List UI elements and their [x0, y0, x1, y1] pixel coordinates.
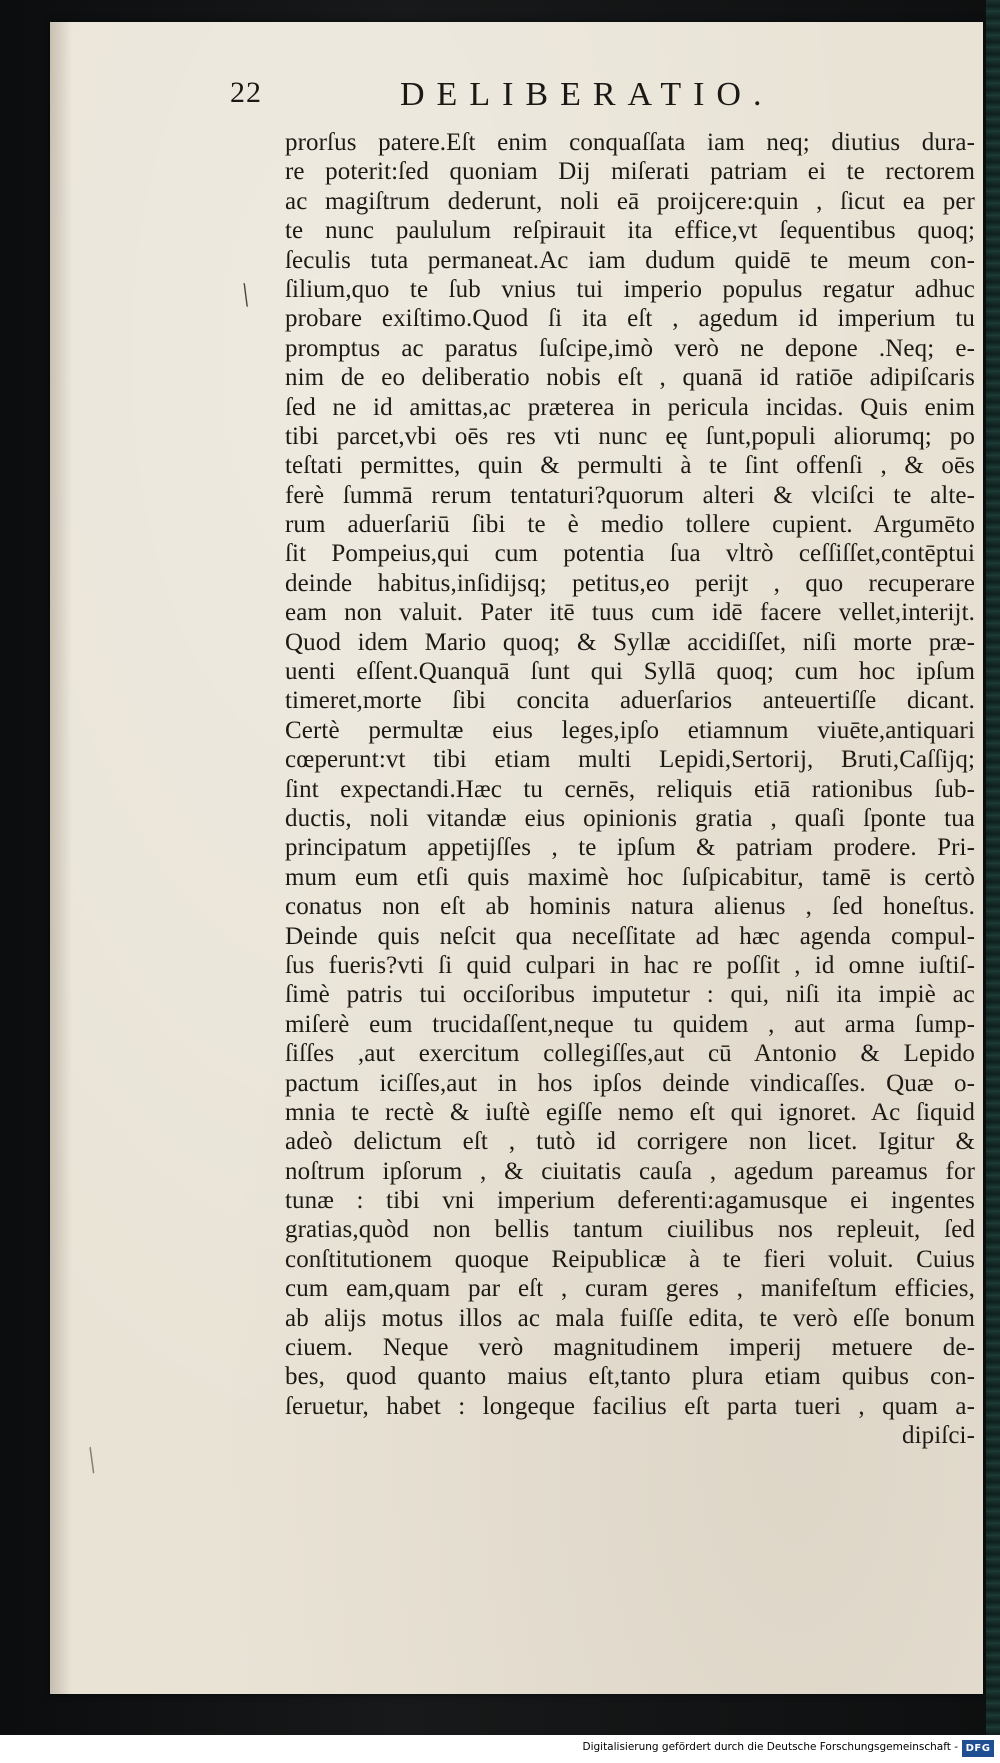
- text-line: Quod idem Mario quoq; & Syllæ accidiſſet, niſi morte præ-: [285, 628, 975, 656]
- text-line: eam non valuit. Pater itē tuus cum idē facere vellet,interijt.: [285, 599, 975, 627]
- text-line: bes, quod quanto maius eſt,tanto plura etiam quibus con-: [285, 1363, 975, 1391]
- text-line: ductis, noli vitandæ eius opinionis gratia , quaſi ſponte tua: [285, 804, 975, 832]
- text-line: uenti eſſent.Quanquā ſunt qui Syllā quoq; cum hoc ipſum: [285, 658, 975, 686]
- text-line: adeò delictum eſt , tutò id corrigere non licet. Igitur &: [285, 1128, 975, 1156]
- text-line: ciuem. Neque verò magnitudinem imperij metuere de-: [285, 1334, 975, 1362]
- text-line: teſtati permittes, quin & permulti à te ſint offenſi , & oēs: [285, 452, 975, 480]
- text-line: pactum iciſſes,aut in hos ipſos deinde vindicaſſes. Quæ o-: [285, 1069, 975, 1097]
- page-gutter-shadow: [50, 22, 72, 1694]
- text-line: miſerè eum trucidaſſent,neque tu quidem , aut arma ſump-: [285, 1010, 975, 1038]
- text-line: Deinde quis neſcit qua neceſſitate ad hæc agenda compul-: [285, 922, 975, 950]
- text-line: promptus ac paratus ſuſcipe,imò verò ne depone .Neq; e-: [285, 334, 975, 362]
- body-text: [285, 128, 975, 1451]
- text-line: conatus non eſt ab hominis natura alienus , ſed honeſtus.: [285, 893, 975, 921]
- catchword: dipiſci-: [901, 1422, 975, 1450]
- text-line: deinde habitus,inſidijsq; petitus,eo perijt , quo recuperare: [285, 569, 975, 597]
- text-line: nim de eo deliberatio nobis eſt , quanā id ratiōe adipiſcaris: [285, 364, 975, 392]
- footer-bar: [0, 1735, 1000, 1763]
- margin-mark: ╲: [237, 283, 255, 307]
- text-line: ſed ne id amittas,ac præterea in pericula incidas. Quis enim: [285, 393, 975, 421]
- text-line: gratias,quòd non bellis tantum ciuilibus nos repleuit, ſed: [285, 1216, 975, 1244]
- text-line: ab alijs motus illos ac mala fuiſſe edita, te verò eſſe bonum: [285, 1304, 975, 1332]
- text-line: cum eam,quam par eſt , curam geres , manifeſtum efficies,: [285, 1275, 975, 1303]
- text-line: mum eum etſi quis maximè hoc ſuſpicabitur, tamē is certò: [285, 863, 975, 891]
- text-line: ſilium,quo te ſub vnius tui imperio populus regatur adhuc: [285, 275, 975, 303]
- text-line: ſint expectandi.Hæc tu cernēs, reliquis etiā rationibus ſub-: [285, 775, 975, 803]
- text-line: conſtitutionem quoque Reipublicæ à te fieri voluit. Cuius: [285, 1245, 975, 1273]
- page-header: [230, 76, 870, 120]
- text-line: tibi parcet,vbi oēs res vti nunc eę ſunt,populi aliorumq; po: [285, 422, 975, 450]
- text-line: ſimè patris tui occiſoribus imputetur : qui, niſi ita impiè ac: [285, 981, 975, 1009]
- text-line: ſeculis tuta permaneat.Ac iam dudum quidē te meum con-: [285, 246, 975, 274]
- text-line: re poterit:ſed quoniam Dij miſerati patriam ei te rectorem: [285, 158, 975, 186]
- text-line: timeret,morte ſibi concita aduerſarios anteuertiſſe dicant.: [285, 687, 975, 715]
- text-line: rum aduerſariū ſibi te è medio tollere cupient. Argumēto: [285, 511, 975, 539]
- text-line: te nunc paululum reſpirauit ita effice,vt ſequentibus quoq;: [285, 217, 975, 245]
- text-line: Certè permultæ eius leges,ipſo etiamnum viuēte,antiquari: [285, 716, 975, 744]
- running-title: DELIBERATIO.: [400, 76, 774, 113]
- text-line: ſus fueris?vti ſi quid culpari in hac re poſſit , id omne iuſtiſ-: [285, 951, 975, 979]
- text-line: cœperunt:vt tibi etiam multi Lepidi,Sertorij, Bruti,Caſſijq;: [285, 746, 975, 774]
- page-number: 22: [230, 76, 262, 109]
- text-line: ſit Pompeius,qui cum potentia ſua vltrò ceſſiſſet,contēptui: [285, 540, 975, 568]
- text-line: prorſus patere.Eſt enim conquaſſata iam neq; diutius dura-: [285, 129, 975, 156]
- text-line: ferè ſummā rerum tentaturi?quorum alteri & vlciſci te alte-: [285, 481, 975, 509]
- text-line: principatum appetijſſes , te ipſum & patriam prodere. Pri-: [285, 834, 975, 862]
- funding-note: Digitalisierung gefördert durch die Deutsche Forschungsgemeinschaft -: [582, 1741, 958, 1753]
- text-line: probare exiſtimo.Quod ſi ita eſt , agedum id imperium tu: [285, 305, 975, 333]
- text-line: noſtrum ipſorum , & ciuitatis cauſa , agedum pareamus for: [285, 1157, 975, 1185]
- text-line: tunæ : tibi vni imperium deferenti:agamusque ei ingentes: [285, 1187, 975, 1215]
- text-line: ac magiſtrum dederunt, noli eā proijcere:quin , ſicut ea per: [285, 187, 975, 215]
- text-line: ſeruetur, habet : longeque facilius eſt parta tueri , quam a-: [285, 1392, 975, 1420]
- page-stain-mark: ╱: [81, 1448, 104, 1474]
- text-line: ſiſſes ,aut exercitum collegiſſes,aut cū Antonio & Lepido: [285, 1040, 975, 1068]
- book-edge: [986, 0, 1000, 1735]
- dfg-logo: DFG: [962, 1740, 994, 1757]
- text-line: mnia te rectè & iuſtè egiſſe nemo eſt qui ignoret. Ac ſiquid: [285, 1098, 975, 1126]
